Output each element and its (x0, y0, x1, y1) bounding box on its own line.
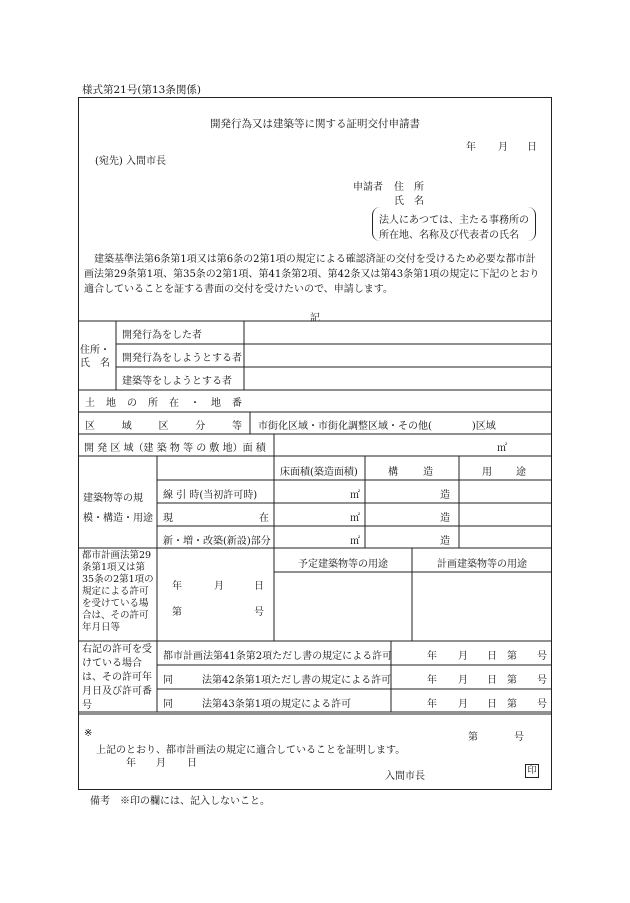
permit29-year: 年 (172, 581, 182, 592)
header-use-2: 途 (516, 467, 526, 478)
permit-row-42-prefix: 同 (163, 675, 173, 686)
permit41-dai: 第 (507, 651, 517, 662)
permit41-day: 日 (487, 651, 497, 662)
zone-division-value: 市街化区域・市街化調整区域・その他( )区域 (258, 421, 496, 432)
cert-month: 月 (156, 758, 166, 769)
cert-text: 上記のとおり、都市計画法の規定に適合していることを証明します。 (96, 745, 406, 756)
header-structure-2: 造 (423, 467, 433, 478)
permit43-year: 年 (427, 699, 437, 710)
permit42-year: 年 (427, 675, 437, 686)
permit-number-label: 右記の許可を受けている場合は、その許可年月日及び許可番号 (82, 644, 152, 711)
applicant-label: 申請者 (353, 182, 383, 193)
row-new-sqm: ㎡ (350, 536, 360, 547)
corporate-note-line2: 所在地、名称及び代表者の氏名 (379, 230, 519, 241)
header-structure-1: 構 (388, 467, 398, 478)
planned-use-header: 予定建築物等の用途 (298, 559, 388, 570)
row-current-label: 現 在 (163, 513, 269, 524)
permit43-month: 月 (458, 699, 468, 710)
applicant-name-label: 氏 名 (394, 196, 424, 207)
development-area-label: 開 発 区 域（建 築 物 等 の 敷 地）面 積 (84, 443, 266, 454)
row-current-zo: 造 (440, 513, 450, 524)
row-original-sqm: ㎡ (350, 490, 360, 501)
permit42-day: 日 (487, 675, 497, 686)
applicant-address-label: 住 所 (394, 182, 424, 193)
row-new-label: 新・増・改築(新設)部分 (163, 536, 271, 547)
permit29-go: 号 (254, 607, 264, 618)
permit29-day: 日 (254, 581, 264, 592)
land-location-label: 土 地 の 所 在 ・ 地 番 (85, 398, 242, 409)
actor-row-developing: 開発行為をしようとする者 (122, 353, 242, 364)
header-use-1: 用 (482, 467, 492, 478)
date-month: 月 (498, 142, 508, 153)
planned-building-use-header: 計画建築物等の用途 (437, 559, 527, 570)
form-title: 開発行為又は建築等に関する証明交付申請書 (210, 118, 420, 130)
zone-division-label: 区 域 区 分 等 (85, 421, 242, 432)
permit43-go: 号 (537, 699, 547, 710)
permit42-dai: 第 (507, 675, 517, 686)
cert-go: 号 (514, 732, 524, 743)
application-body-text: 建築基準法第6条第1項又は第6条の2第1項の規定による確認済証の交付を受けるため必要な都市計画法第29条第1項、第35条の2第1項、第41条第2項、第42条又は第43条第1項の規定に下記のとおり適合していることを証する書面の交付を受けたいので、申請します。 (84, 254, 540, 295)
actor-row-building: 建築等をしようとする者 (122, 376, 232, 387)
row-current-sqm: ㎡ (350, 513, 360, 524)
ki-heading: 記 (310, 313, 320, 324)
development-area-unit: ㎡ (497, 443, 507, 454)
permit41-month: 月 (458, 651, 468, 662)
row-original-label: 線 引 時(当初許可時) (163, 490, 258, 501)
permit43-day: 日 (487, 699, 497, 710)
address-name-label: 住所・ 氏 名 (80, 345, 110, 369)
row-new-zo: 造 (440, 536, 450, 547)
permit42-go: 号 (537, 675, 547, 686)
permit-row-43-prefix: 同 (163, 699, 173, 710)
permit-row-41: 都市計画法第41条第2項ただし書の規定による許可 (163, 651, 393, 662)
permit29-dai: 第 (172, 607, 182, 618)
row-original-zo: 造 (440, 490, 450, 501)
cert-dai: 第 (468, 732, 478, 743)
permit-row-43: 法第43条第1項の規定による許可 (202, 699, 352, 710)
cert-day: 日 (187, 758, 197, 769)
building-scale-label: 建築物等の規 模・構造・用途 (83, 493, 153, 524)
date-year: 年 (466, 142, 476, 153)
permit43-dai: 第 (507, 699, 517, 710)
permit-row-42: 法第42条第1項ただし書の規定による許可 (202, 675, 392, 686)
permit29-month: 月 (214, 581, 224, 592)
corporate-note-line1: 法人にあつては、主たる事務所の (379, 215, 529, 226)
cert-year: 年 (126, 758, 136, 769)
actor-row-developed: 開発行為をした者 (122, 330, 202, 341)
permit41-go: 号 (537, 651, 547, 662)
seal-mark: 印 (525, 764, 539, 778)
cert-mayor: 入間市長 (385, 771, 425, 782)
cert-mark: ※ (84, 728, 93, 739)
permit41-year: 年 (427, 651, 437, 662)
remark: 備考 ※印の欄には、記入しないこと。 (90, 796, 270, 807)
form-number: 様式第21号(第13条関係) (82, 84, 201, 96)
addressee: (宛先) 入間市長 (95, 156, 166, 167)
permit29-label: 都市計画法第29条第1項又は第35条の2第1項の規定による許可を受けている場合は、その許可年月日等 (82, 550, 154, 633)
header-floor-area: 床面積(築造面積) (280, 467, 358, 478)
date-day: 日 (527, 142, 537, 153)
permit42-month: 月 (458, 675, 468, 686)
